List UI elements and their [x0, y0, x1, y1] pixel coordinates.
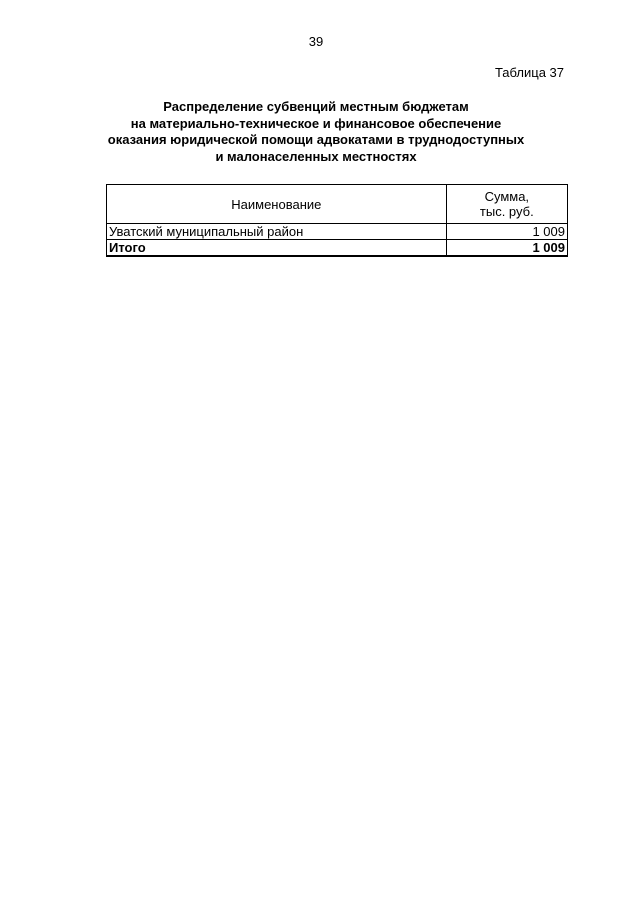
row-sum: 1 009 [446, 224, 567, 240]
total-sum: 1 009 [446, 240, 567, 257]
table-label: Таблица 37 [494, 65, 564, 80]
table-header-row [107, 185, 568, 224]
title-line: и малонаселенных местностях [215, 148, 417, 164]
header-name: Наименование [107, 185, 447, 224]
page-number: 39 [308, 34, 324, 49]
header-sum-line1: Сумма, [484, 189, 530, 204]
title-line: оказания юридической помощи адвокатами в труднодоступных [107, 132, 525, 147]
table-row [107, 224, 568, 240]
total-name: Итого [107, 240, 447, 257]
title-line: на материально-техническое и финансовое обеспечение [130, 115, 502, 131]
title-line: Распределение субвенций местным бюджетам [163, 99, 469, 114]
subvention-table [106, 184, 568, 257]
header-sum-line2: тыс. руб. [479, 204, 534, 219]
document-title [0, 99, 632, 165]
header-sum [446, 185, 567, 224]
row-name: Уватский муниципальный район [107, 224, 447, 240]
total-row [107, 240, 568, 257]
